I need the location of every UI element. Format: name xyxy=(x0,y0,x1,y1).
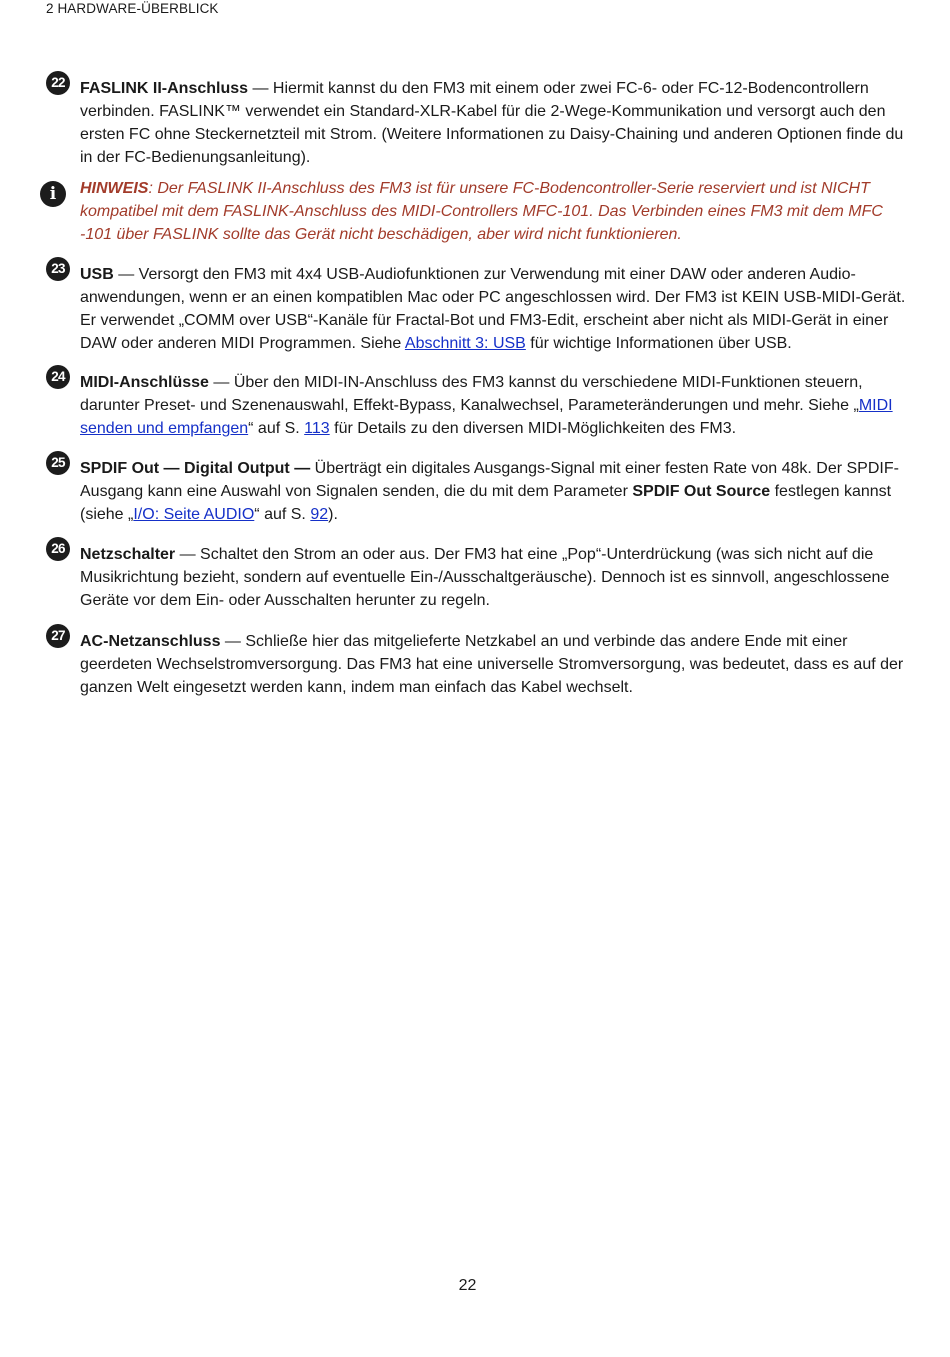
info-icon: i xyxy=(40,181,66,207)
number-badge-22: 22 xyxy=(46,71,70,95)
entry-title-netzschalter: Netzschalter xyxy=(80,546,176,563)
param-spdif-out-source: SPDIF Out Source xyxy=(632,483,771,500)
note-label: HINWEIS xyxy=(80,180,149,197)
number-badge-23: 23 xyxy=(46,257,70,281)
entry-title-usb: USB xyxy=(80,266,114,283)
entry-body-usb-end: für wichtige Informationen über USB. xyxy=(525,335,792,352)
entry-body-spdif-end: ). xyxy=(328,506,338,523)
entry-body-spdif: Überträgt ein digitales Ausgangs-Signal mit einer festen Rate von 48k. Der SPDIF-Ausgang kann eine Auswahl von Signalen senden, die du mit dem Parameter xyxy=(80,460,899,500)
link-midi-senden[interactable]: MIDI senden und empfangen xyxy=(80,397,893,437)
entry-title-faslink: FASLINK II-Anschluss xyxy=(80,80,249,97)
entry-body-spdif-mid2: “ auf S. xyxy=(254,506,311,523)
link-abschnitt-usb[interactable]: Abschnitt 3: USB xyxy=(404,335,526,352)
entry-text-faslink xyxy=(80,77,906,169)
running-header: 2 HARDWARE-ÜBERBLICK xyxy=(46,1,219,16)
entry-body-faslink: — Hiermit kannst du den FM3 mit einem oder zwei FC-6- oder FC-12-Bodencontrollern verbinden. FASLINK™ verwendet ein Standard-XLR-Kabel für die 2-Wege-Kommunikation und versorgt auch den ersten FC ohne Steckernetzteil mit Strom. (Weitere Informationen zu Daisy-Chaining und anderen Optionen finde du in der FC-Bedienungsanleitung). xyxy=(80,80,904,166)
entry-text-usb xyxy=(80,263,906,355)
entry-title-ac-netzanschluss: AC-Netzanschluss xyxy=(80,633,221,650)
entry-text-midi xyxy=(80,371,906,440)
entry-body-midi-mid: “ auf S. xyxy=(248,420,305,437)
entry-text-netzschalter xyxy=(80,543,906,612)
entry-body-usb: — Versorgt den FM3 mit 4x4 USB-Audiofunktionen zur Verwendung mit einer DAW oder anderen Audio-anwendungen, wenn er an einen kompatiblen Mac oder PC angeschlossen wird. Der FM3 ist KEIN USB-MIDI-Gerät. Er verwendet „COMM over USB“-Kanäle für Fractal-Bot und FM3-Edit, erscheint aber nicht als MIDI-Gerät in einer DAW oder anderen MIDI Programmen. Siehe xyxy=(80,266,906,352)
number-badge-26: 26 xyxy=(46,537,70,561)
number-badge-24: 24 xyxy=(46,365,70,389)
link-io-seite-audio[interactable]: I/O: Seite AUDIO xyxy=(133,506,255,523)
note-body: : Der FASLINK II-Anschluss des FM3 ist für unsere FC-Bodencontroller-Serie reserviert und ist NICHT kompatibel mit dem FASLINK-Anschluss des MIDI-Controllers MFC-101. Das Verbinden eines FM3 mit dem MFC -101 über FASLINK sollte das Gerät nicht beschädigen, aber wird nicht funktionieren. xyxy=(80,180,883,243)
entry-title-midi: MIDI-Anschlüsse xyxy=(80,374,209,391)
link-page-113[interactable]: 113 xyxy=(304,420,330,437)
entry-text-ac-netzanschluss xyxy=(80,630,906,699)
entry-body-ac-netzanschluss: — Schließe hier das mitgelieferte Netzkabel an und verbinde das andere Ende mit einer geerdeten Wechselstromversorgung. Das FM3 hat eine universelle Stromversorgung, was bedeutet, dass es auf der ganzen Welt eingesetzt werden kann, indem man einfach das Kabel wechselt. xyxy=(80,633,904,696)
link-page-92[interactable]: 92 xyxy=(310,506,329,523)
note-text xyxy=(80,177,906,246)
entry-body-spdif-mid: festlegen kannst (siehe „ xyxy=(80,483,892,523)
entry-body-midi-end: für Details zu den diversen MIDI-Möglichkeiten des FM3. xyxy=(329,420,737,437)
entry-body-netzschalter: — Schaltet den Strom an oder aus. Der FM3 hat eine „Pop“-Unterdrückung (was sich nicht auf die Musikrichtung bezieht, sondern auf eventuelle Ein-/Ausschaltgeräusche). Dennoch ist es sinnvoll, angeschlossene Geräte vor dem Ein- oder Ausschalten herunter zu regeln. xyxy=(80,546,890,609)
number-badge-27: 27 xyxy=(46,624,70,648)
entry-text-spdif xyxy=(80,457,906,526)
number-badge-25: 25 xyxy=(46,451,70,475)
entry-body-midi: — Über den MIDI-IN-Anschluss des FM3 kannst du verschiedene MIDI-Funktionen steuern, darunter Preset- und Szenenauswahl, Effekt-Bypass, Kanalwechsel, Parameteränderungen und mehr. Siehe „ xyxy=(80,374,863,414)
entry-title-spdif: SPDIF Out — Digital Output — xyxy=(80,460,311,477)
page-number: 22 xyxy=(458,1277,477,1294)
